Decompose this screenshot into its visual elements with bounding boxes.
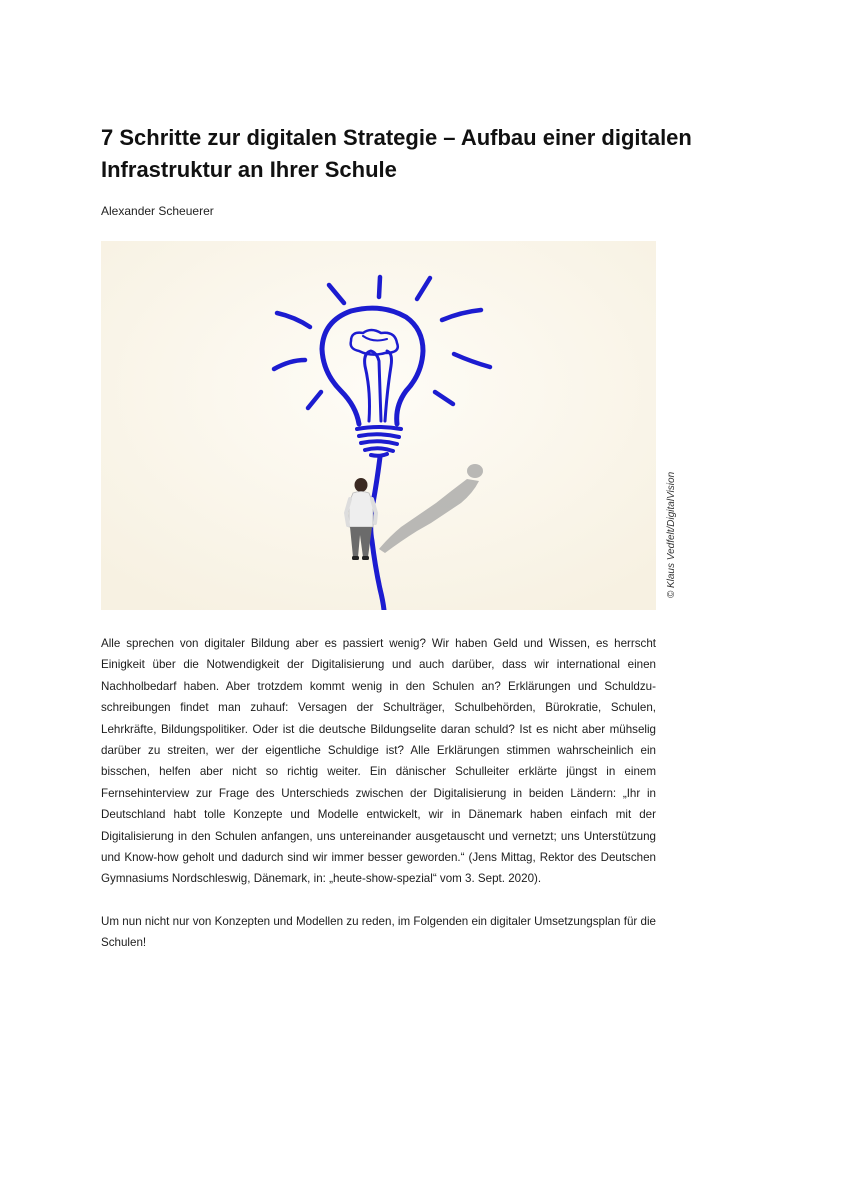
article-body	[101, 633, 656, 954]
image-credit-text: © Klaus Vedfelt/DigitalVision	[666, 471, 677, 599]
lightbulb-illustration	[101, 241, 656, 610]
page-title: 7 Schritte zur digitalen Strategie – Aufbau einer digitalen Infrastruktur an Ihrer Schule	[101, 125, 692, 182]
body-paragraph: Alle sprechen von digitaler Bildung aber es passiert wenig? Wir haben Geld und Wissen, es herrscht Einigkeit über die Notwendigkeit der Digitalisierung und auch darüber, dass wir international einen Nachholbedarf haben. Aber trotzdem kommt wenig in den Schulen an? Erklärungen und Schuldzuschreibungen findet man zuhauf: Versagen der Schulträger, Schulbehörden, Bürokratie, Schulen, Lehrkräfte, Bildungspolitiker. Oder ist die deutsche Bildungselite daran schuld? Ist es nicht aber mühselig darüber zu streiten, wer der eigentliche Schuldige ist? Alle Erklärungen stimmen wahrscheinlich ein bisschen, helfen aber nicht so richtig weiter. Ein dänischer Schulleiter erklärte jüngst in einem Fernsehinterview zur Frage des Unterschieds zwischen der Digitalisierung in beiden Ländern: „Ihr in Deutschland habt tolle Konzepte und Modelle entwickelt, wir in Dänemark haben einfach mit der Digitalisierung in den Schulen anfangen, uns untereinander ausgetauscht und vernetzt; uns Unterstützung und Know-how geholt und dadurch sind wir immer besser geworden.“ (Jens Mittag, Rektor des Deutschen Gymnasiums Nordschleswig, Dänemark, in: „heute-show-spezial“ vom 3. Sept. 2020).	[101, 637, 656, 886]
body-paragraph: Um nun nicht nur von Konzepten und Modellen zu reden, im Folgenden ein digitaler Umsetzungsplan für die Schulen!	[101, 914, 656, 950]
author-name: Alexander Scheuerer	[101, 204, 214, 218]
illustration-canvas	[101, 241, 656, 610]
ray	[379, 277, 380, 297]
